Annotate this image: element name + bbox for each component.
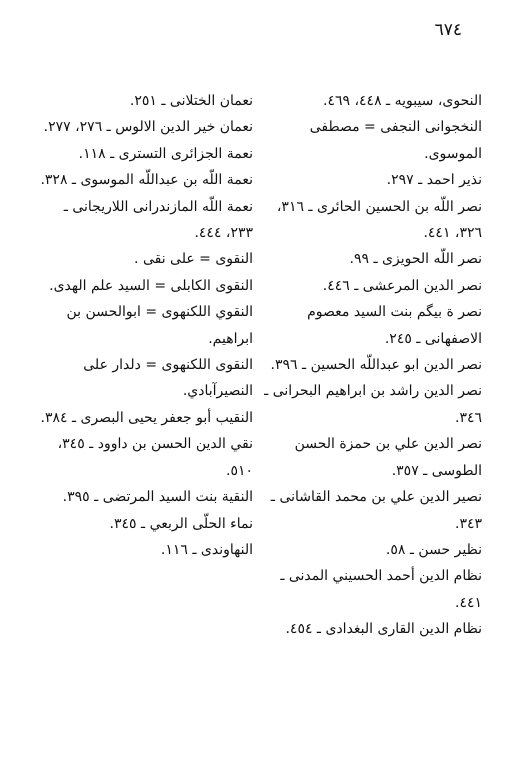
index-entry: النخجوانى النجفى = مصطفى الموسوى.: [309, 119, 482, 162]
index-entry: نقي الدين الحسن بن داوود ـ ٣٤٥، ٥١٠.: [57, 436, 253, 479]
index-entry: نصر الدين المرعشى ـ ٤٤٦.: [322, 277, 482, 294]
index-entry: نعمان خير الدين الالوس ـ ٢٧٦، ٢٧٧.: [43, 119, 253, 136]
index-column-left: [33, 88, 253, 563]
index-entry: نذير احمد ـ ٢٩٧.: [386, 172, 482, 189]
page-number: ٦٧٤: [434, 20, 462, 40]
index-entry: نصر الدين راشد بن ابراهيم البحرانى ـ ٣٤٦.: [264, 383, 482, 426]
index-entry: النهاوندى ـ ١١٦.: [160, 541, 253, 558]
index-entry: النقوى اللكنهوى = دلدار على النصيرآبادي.: [83, 357, 253, 400]
index-entry: النقوى الكابلى = السيد علم الهدى.: [49, 277, 253, 294]
index-entry: النقية بنت السيد المرتضى ـ ٣٩٥.: [62, 489, 253, 506]
index-entry: نعمان الختلانى ـ ٢٥١.: [129, 93, 253, 109]
index-entry: نصر الدين ابو عبداللّه الحسين ـ ٣٩٦.: [270, 357, 482, 374]
index-entry: نصير الدين علي بن محمد القاشانى ـ ٣٤٣.: [270, 489, 482, 532]
index-entry: النحوى، سيبويه ـ ٤٤٨، ٤٦٩.: [323, 93, 482, 109]
index-entry: نصر ة بيگم بنت السيد معصوم الاصفهانى ـ ٢٤٥.: [307, 304, 482, 347]
index-entry: نصر الدين علي بن حمزة الحسن الطوسى ـ ٣٥٧.: [294, 436, 482, 479]
index-entry: نظام الدين أحمد الحسيني المدنى ـ ٤٤١.: [280, 568, 482, 611]
index-column-right: [262, 88, 482, 643]
index-entry: النقوي اللكنهوى = ابوالحسن بن ابراهيم.: [66, 304, 253, 347]
index-entry: نعمة اللّه بن عبداللّه الموسوى ـ ٣٢٨.: [40, 172, 253, 189]
index-entry: نصر اللّه الحويزى ـ ٩٩.: [349, 251, 482, 268]
index-entry: نعمة اللّه المازندرانى اللاريجانى ـ ٢٣٣، ٤٤٤.: [63, 198, 253, 242]
index-entry: النقوى = على نقى .: [134, 251, 253, 268]
index-entry: نماء الحلّى الربعي ـ ٣٤٥.: [109, 515, 253, 532]
index-entry: النقيب أبو جعفر يحيى البصرى ـ ٣٨٤.: [40, 409, 253, 426]
index-entry: نظام الدين القارى البغدادى ـ ٤٥٤.: [285, 621, 482, 638]
index-entry: نظير حسن ـ ٥٨.: [385, 541, 482, 558]
index-entry: نصر اللّه بن الحسين الحائرى ـ ٣١٦، ٣٢٦، ٤٤١.: [276, 198, 482, 242]
index-entry: نعمة الجزائرى التسترى ـ ١١٨.: [78, 145, 253, 162]
